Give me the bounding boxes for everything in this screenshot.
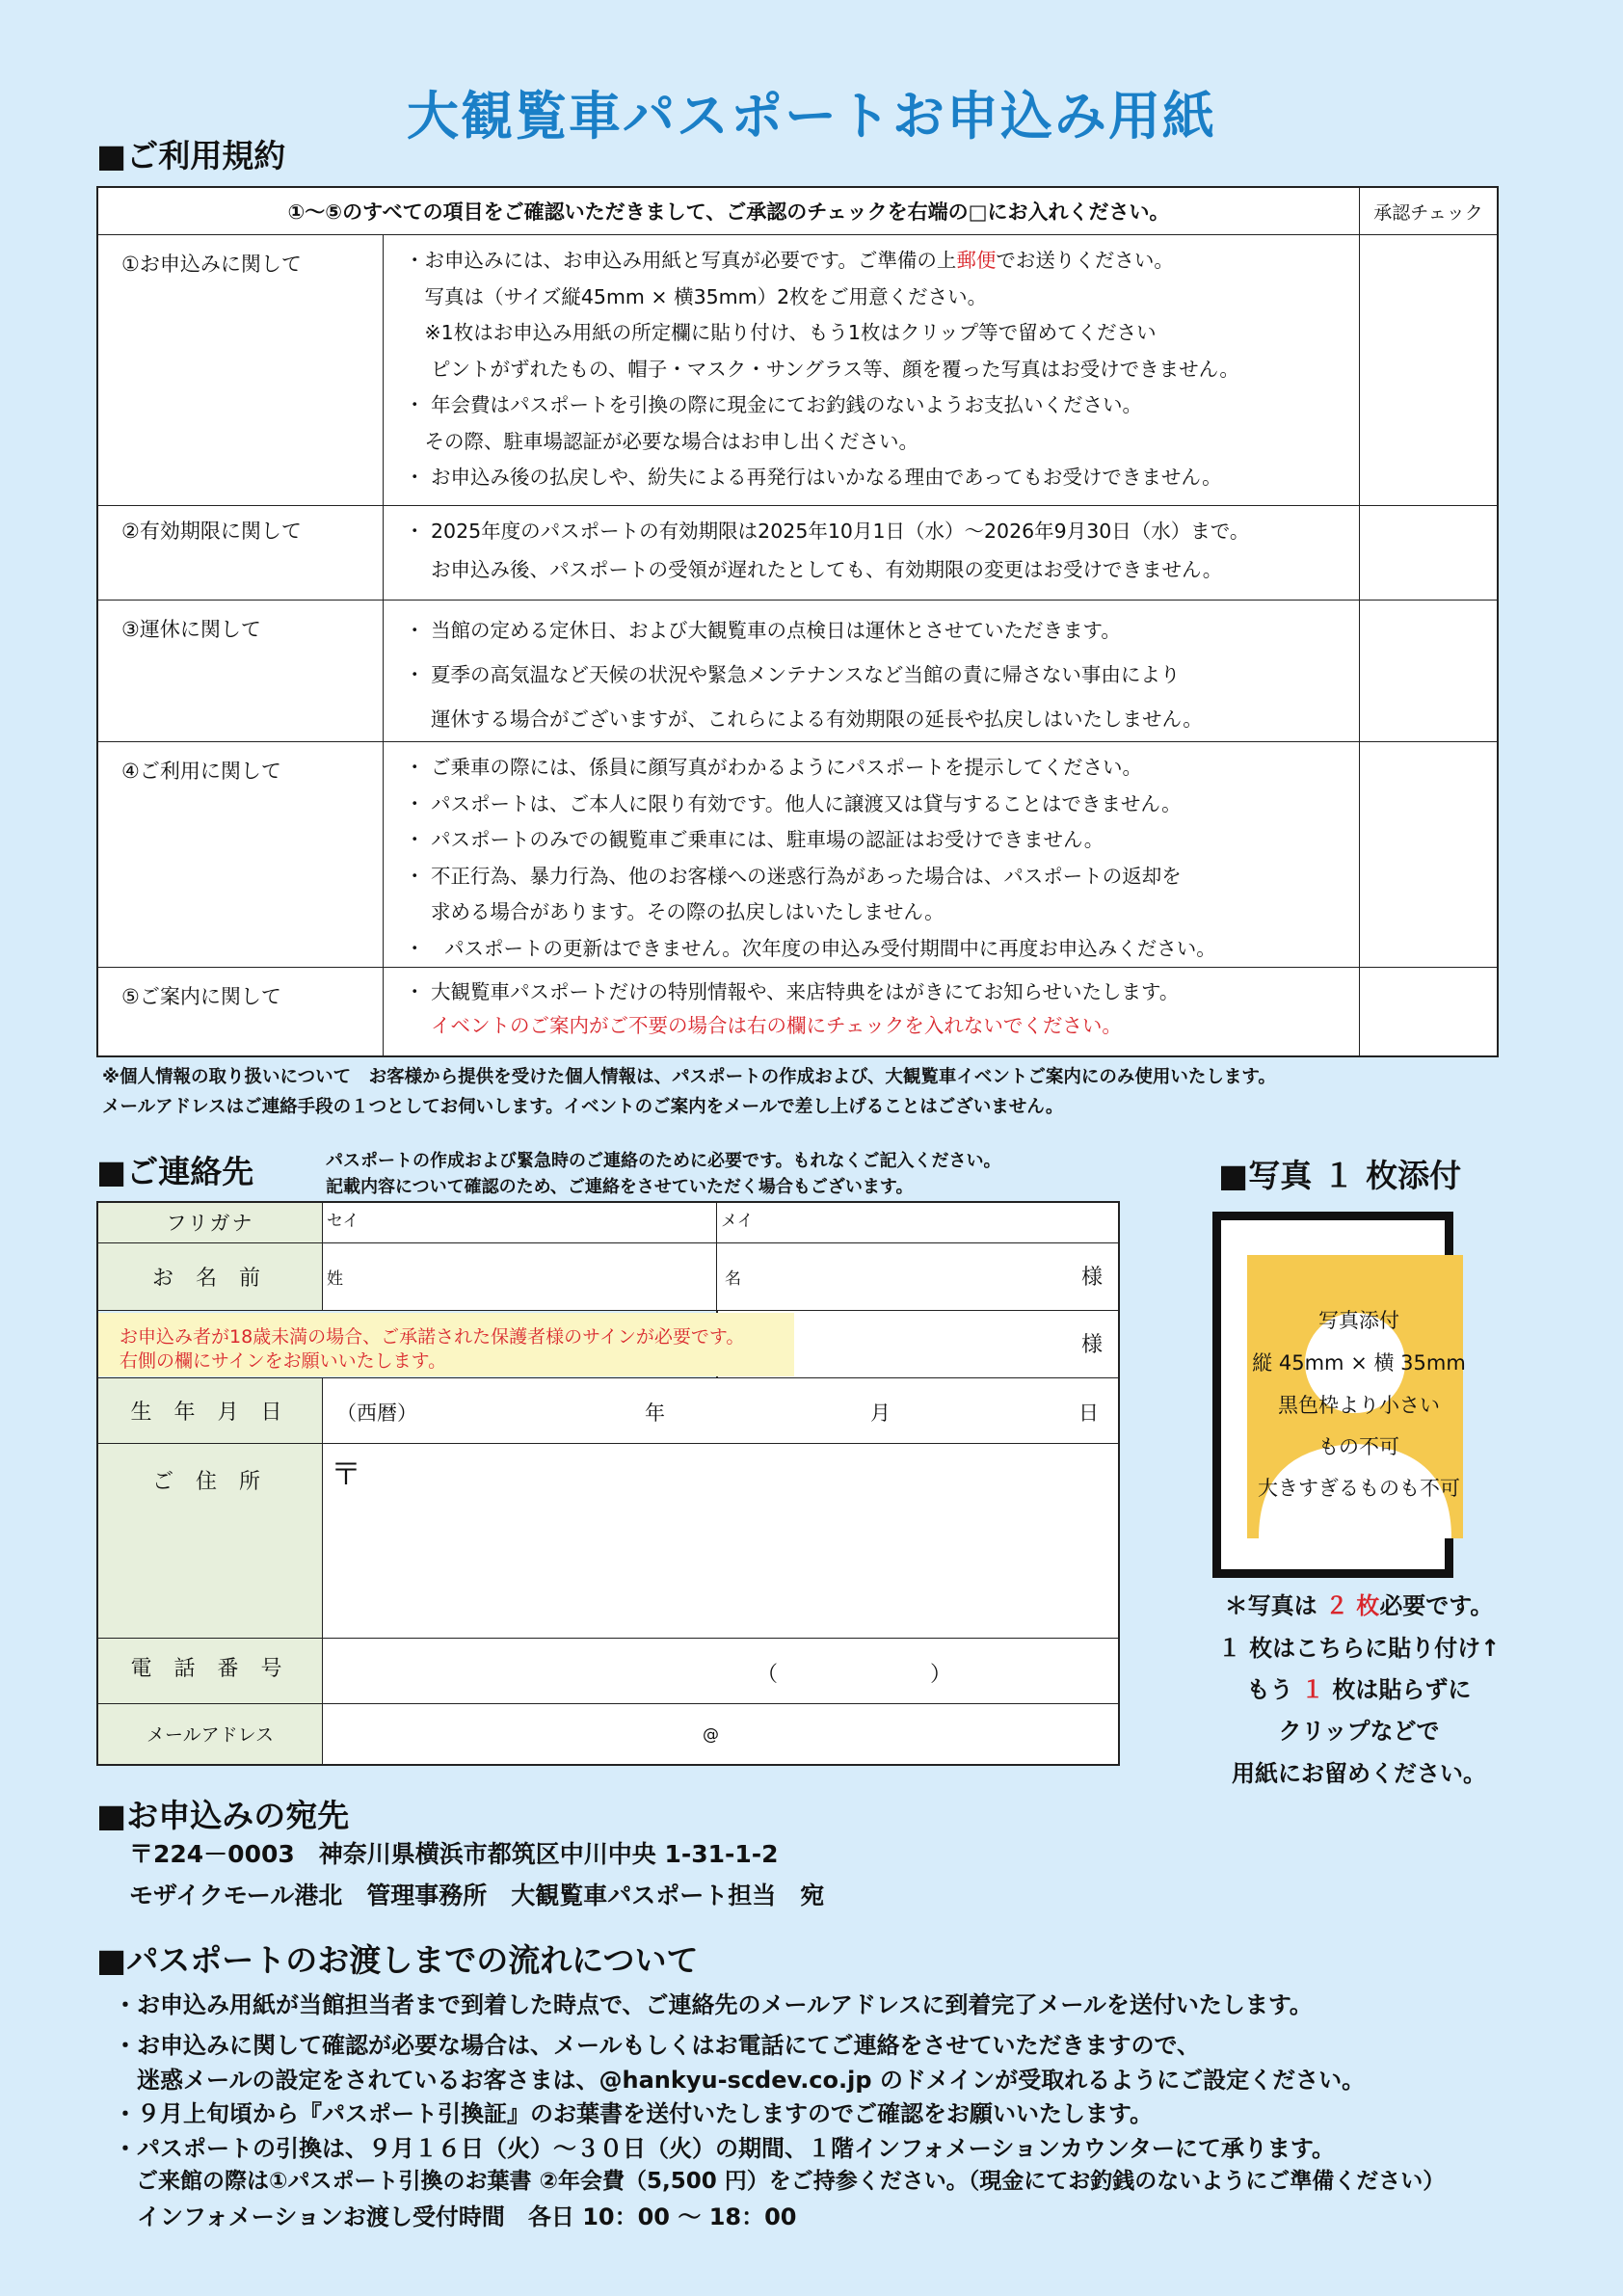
address-field[interactable]: 〒	[323, 1443, 1120, 1638]
terms-label: ④ご利用に関して	[97, 742, 384, 968]
phone-label: 電 話 番 号	[97, 1638, 323, 1703]
terms-label: ①お申込みに関して	[97, 235, 384, 506]
terms-line: ・ 夏季の高気温など天候の状況や緊急メンテナンスなど当館の責に帰さない事由により	[405, 663, 1181, 686]
terms-line: ・ 年会費はパスポートを引換の際に現金にてお釣銭のないようお支払いください。	[405, 393, 1143, 416]
approval-checkbox-4[interactable]	[1360, 742, 1499, 968]
terms-line: ※1枚はお申込み用紙の所定欄に貼り付け、もう1枚はクリップ等で留めてください	[405, 321, 1157, 344]
terms-body	[384, 235, 1360, 506]
terms-line: ・ 2025年度のパスポートの有効期限は2025年10月1日（水）～2026年9月30日（水）まで。	[405, 520, 1250, 543]
terms-header-row	[97, 187, 1498, 235]
terms-line: ・ パスポートの更新はできません。次年度の申込み受付期間中に再度お申込みください。	[405, 936, 1216, 960]
terms-row-2	[97, 506, 1498, 601]
photo-instruction: 縦 45mm × 横 35mm	[1252, 1351, 1466, 1375]
terms-row-1	[97, 235, 1498, 506]
contact-form	[96, 1201, 1120, 1766]
photo-instruction: 写真添付	[1318, 1309, 1399, 1332]
page-title: 大観覧車パスポートお申込み用紙	[407, 86, 1216, 147]
terms-instruction: ①～⑤のすべての項目をご確認いただきまして、ご承認のチェックを右端の□にお入れください。	[97, 187, 1360, 235]
terms-line: ・ 当館の定める定休日、および大観覧車の点検日は運休とさせていただきます。	[405, 619, 1121, 642]
photo-instruction: 大きすぎるものも不可	[1258, 1477, 1460, 1500]
contact-heading: ■ ご連絡先	[96, 1147, 253, 1192]
photo-note: クリップなどで	[1278, 1718, 1440, 1745]
flow-line: ・お申込みに関して確認が必要な場合は、メールもしくはお電話にてご連絡をさせていただきますので、	[114, 2032, 1201, 2059]
terms-line: ・ お申込み後の払戻しや、紛失による再発行はいかなる理由であってもお受けできません。	[405, 466, 1222, 489]
email-field[interactable]: @	[323, 1703, 1120, 1765]
last-name-field[interactable]: 姓	[323, 1242, 717, 1310]
photo-heading: ■ 写真 １ 枚添付	[1218, 1151, 1461, 1196]
terms-label: ②有効期限に関して	[97, 506, 384, 601]
terms-line: イベントのご案内がご不要の場合は右の欄にチェックを入れないでください。	[431, 1014, 1122, 1037]
flow-line: ・パスポートの引換は、９月１６日（火）～３０日（火）の期間、１階インフォメーションカウンターにて承ります。	[114, 2135, 1335, 2162]
terms-line: ・ 大観覧車パスポートだけの特別情報や、来店特典をはがきにてお知らせいたします。	[405, 980, 1180, 1003]
terms-line: 写真は（サイズ縦45mm × 横35mm）2枚をご用意ください。	[405, 284, 988, 308]
flow-line: ・お申込み用紙が当館担当者まで到着した時点で、ご連絡先のメールアドレスに到着完了メールを送付いたします。	[114, 1991, 1313, 2018]
terms-label: ⑤ご案内に関して	[97, 968, 384, 1056]
terms-line: ・ パスポートのみでの観覧車ご乗車には、駐車場の認証はお受けできません。	[405, 828, 1104, 851]
photo-note: １ 枚はこちらに貼り付け↑	[1217, 1635, 1501, 1662]
photo-note: ＊写真は ２ 枚必要です。	[1224, 1592, 1494, 1619]
furigana-mei-field[interactable]: メイ	[717, 1202, 1120, 1242]
terms-body	[384, 506, 1360, 601]
furigana-label: フリガナ	[97, 1202, 323, 1242]
approval-checkbox-3[interactable]	[1360, 601, 1499, 742]
approval-checkbox-1[interactable]	[1360, 235, 1499, 506]
flow-line: ・９月上旬頃から『パスポート引換証』のお葉書を送付いたしますのでご確認をお願いいたします。	[114, 2100, 1154, 2127]
photo-note: もう １ 枚は貼らずに	[1246, 1676, 1472, 1703]
photo-instruction: もの不可	[1318, 1435, 1399, 1458]
terms-row-3	[97, 601, 1498, 742]
terms-body	[384, 601, 1360, 742]
birth-label: 生 年 月 日	[97, 1377, 323, 1443]
flow-line: 迷惑メールの設定をされているお客さまは、@hankyu-scdev.co.jp のドメインが受取れるようにご設定ください。	[114, 2067, 1366, 2094]
guardian-note: 右側の欄にサインをお願いいたします。	[120, 1349, 447, 1372]
destination-recipient: モザイクモール港北 管理事務所 大観覧車パスポート担当 宛	[129, 1882, 825, 1909]
terms-line: ・お申込みには、お申込み用紙と写真が必要です。ご準備の上郵便でお送りください。	[405, 249, 1174, 272]
terms-line: お申込み後、パスポートの受領が遅れたとしても、有効期限の変更はお受けできません。	[405, 558, 1223, 581]
guardian-signature-field[interactable]: 様	[717, 1310, 1120, 1377]
destination-address: 〒224－0003 神奈川県横浜市都筑区中川中央 1-31-1-2	[129, 1840, 779, 1868]
terms-line: ・ 不正行為、暴力行為、他のお客様への迷惑行為があった場合は、パスポートの返却を	[405, 864, 1182, 888]
terms-heading: ■ ご利用規約	[96, 131, 285, 176]
approval-checkbox-5[interactable]	[1360, 968, 1499, 1056]
photo-instruction: 黒色枠より小さい	[1278, 1394, 1440, 1417]
name-label: お 名 前	[97, 1242, 323, 1310]
terms-body	[384, 742, 1360, 968]
terms-line: 求める場合があります。その際の払戻しはいたしません。	[405, 900, 945, 923]
address-label: ご 住 所	[97, 1443, 323, 1638]
terms-table	[96, 186, 1499, 1057]
terms-body	[384, 968, 1360, 1056]
contact-note: 記載内容について確認のため、ご連絡をさせていただく場合もございます。	[326, 1177, 914, 1197]
terms-row-5	[97, 968, 1498, 1056]
flow-heading: ■ パスポートのお渡しまでの流れについて	[96, 1936, 699, 1981]
terms-line: ピントがずれたもの、帽子・マスク・サングラス等、顔を覆った写真はお受けできません。	[405, 357, 1239, 381]
birth-date-field[interactable]: （西暦） 年 月 日	[323, 1377, 1120, 1443]
destination-heading: ■ お申込みの宛先	[96, 1791, 349, 1836]
contact-note: パスポートの作成および緊急時のご連絡のために必要です。もれなくご記入ください。	[326, 1151, 1001, 1171]
terms-label: ③運休に関して	[97, 601, 384, 742]
privacy-note: ※個人情報の取り扱いについて お客様から提供を受けた個人情報は、パスポートの作成および、大観覧車イベントご案内にのみ使用いたします。	[102, 1067, 1276, 1087]
guardian-note-cell	[97, 1310, 745, 1377]
terms-line: 運休する場合がございますが、これらによる有効期限の延長や払戻しはいたしません。	[405, 707, 1203, 731]
photo-note: 用紙にお留めください。	[1232, 1760, 1486, 1787]
guardian-note: お申込み者が18歳未満の場合、ご承諾された保護者様のサインが必要です。	[120, 1325, 745, 1348]
terms-line: ・ パスポートは、ご本人に限り有効です。他人に譲渡又は貸与することはできません。	[405, 791, 1182, 815]
approval-check-header: 承認チェック	[1360, 187, 1499, 235]
flow-line: インフォメーションお渡し受付時間 各日 10：00 ～ 18：00	[114, 2203, 797, 2230]
terms-row-4	[97, 742, 1498, 968]
furigana-sei-field[interactable]: セイ	[323, 1202, 717, 1242]
email-label: メールアドレス	[97, 1703, 323, 1765]
privacy-note: メールアドレスはご連絡手段の１つとしてお伺いします。イベントのご案内をメールで差し上げることはございません。	[102, 1097, 1064, 1117]
terms-line: ・ ご乗車の際には、係員に顔写真がわかるようにパスポートを提示してください。	[405, 756, 1143, 779]
approval-checkbox-2[interactable]	[1360, 506, 1499, 601]
terms-line: その際、駐車場認証が必要な場合はお申し出ください。	[405, 429, 918, 453]
flow-line: ご来館の際は①パスポート引換のお葉書 ②年会費（5,500 円）をご持参ください。（現金にてお釣銭のないようにご準備ください）	[114, 2169, 1446, 2194]
first-name-field[interactable]: 名 様	[717, 1242, 1120, 1310]
phone-field[interactable]: （ ）	[323, 1638, 1120, 1703]
